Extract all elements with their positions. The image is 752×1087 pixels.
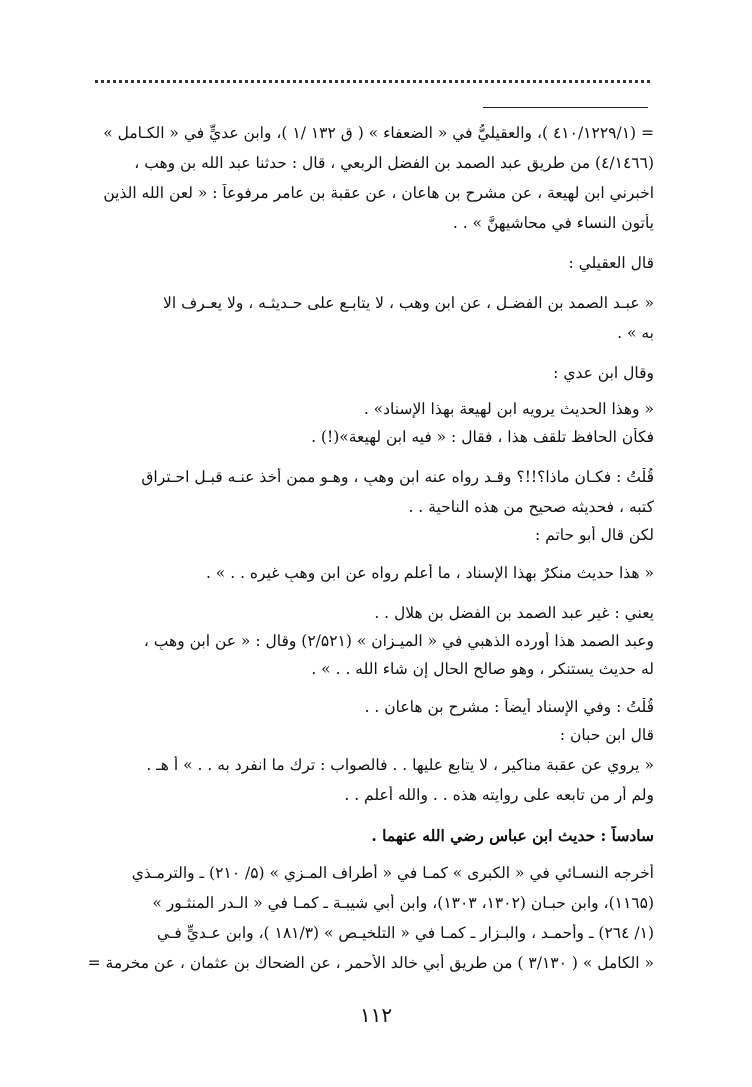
text-line: أخرجه النسـائي في « الكبرى » كمـا في « أطراف المـزي » (۵/ ۲۱۰) ـ والترمـذي <box>131 864 654 882</box>
text-line: قُلْتُ : فكـان ماذا؟!!؟ وقـد رواه عنه ابن وهبٍ ، وهـو ممن أخذ عنـه قبـل احـتراق <box>141 468 654 486</box>
text-line: يأتون النساء في محاشيهنَّ » . . <box>452 214 654 232</box>
text-line: قال العقيلي : <box>568 254 654 272</box>
text-line: « عبـد الصمد بن الفضـل ، عن ابن وهب ، لا يتابـع على حـديثـه ، ولا يعـرف الا <box>163 294 654 312</box>
text-line: قال ابن حبان : <box>559 726 654 744</box>
text-line: وقال ابن عدي : <box>553 364 654 382</box>
footnote-rule <box>483 107 648 108</box>
text-line: له حديث يستنكر ، وهو صالح الحال إن شاء الله . . » . <box>311 660 654 678</box>
text-line: ولم أر من تابعه على روايته هذه . . والله أعلم . . <box>344 786 654 804</box>
text-line: قُلْتُ : وفي الإسناد أيضاً : مشرح بن هاعان . . <box>364 698 654 716</box>
text-line: وعبد الصمد هذا أورده الذهبي في « الميـزان » (۲/۵۲۱) وقال : « عن ابن وهبٍ ، <box>143 632 654 650</box>
text-line: (٤/١٤٦٦) من طريق عبد الصمد بن الفضل الربعي ، قال : حدثنا عبد الله بن وهب ، <box>134 154 654 172</box>
text-line: (۱۱٦۵)، وابن حبـان (۱۳۰۲، ۱۳۰۳)، وابن أبي شيبـة ـ كمـا في « الـدر المنثـور » <box>152 894 654 912</box>
text-line: فكأن الحافظ تلقف هذا ، فقال : « فيه ابن لهيعة»(!) . <box>311 428 654 446</box>
text-line: لكن قال أبو حاتم : <box>535 526 654 544</box>
text-line: كتبه ، فحديثه صحيح من هذه الناحية . . <box>408 498 654 516</box>
text-line: = (۱۲۲۹/۱/٤۱۰ )، والعقيليُّ في « الضعفاء » ( ق ۱۳۲ /۱ )، وابن عديٍّ في « الكـامل » <box>103 124 654 142</box>
page-number: ١١٢ <box>359 1003 393 1027</box>
section-heading: سادساً : حديث ابن عباسٍ رضي الله عنهما . <box>371 826 654 845</box>
text-line: « وهذا الحديث يرويه ابن لهيعة بهذا الإسناد» . <box>363 400 654 418</box>
text-line: به » . <box>617 324 654 342</box>
text-line: « الكامل » ( ۳/۱۳۰ ) من طريق أبي خالد الأحمر ، عن الضحاك بن عثمان ، عن مخرمة = <box>87 954 654 972</box>
text-line: يعني : غير عبد الصمد بن الفضل بن هلال . . <box>374 604 654 622</box>
text-line: « هذا حديث منكرٌ بهذا الإسناد ، ما أعلم رواه عن ابن وهبٍ غيره . . » . <box>205 564 654 582</box>
text-line: اخبرني ابن لهيعة ، عن مشرح بن هاعان ، عن عقبة بن عامر مرفوعاً : « لعن الله الذين <box>103 184 654 202</box>
text-line: (۱/ ۲٦٤) ـ وأحمـد ، والبـزار ـ كمـا في « التلخيـص » (۱۸۱/۳ )، وابن عـديٍّ فـي <box>156 924 654 942</box>
dotted-separator <box>95 80 650 83</box>
text-line: « يروي عن عقبة مناكير ، لا يتابع عليها . . فالصواب : ترك ما انفرد به . . » أ هـ . <box>146 756 654 774</box>
